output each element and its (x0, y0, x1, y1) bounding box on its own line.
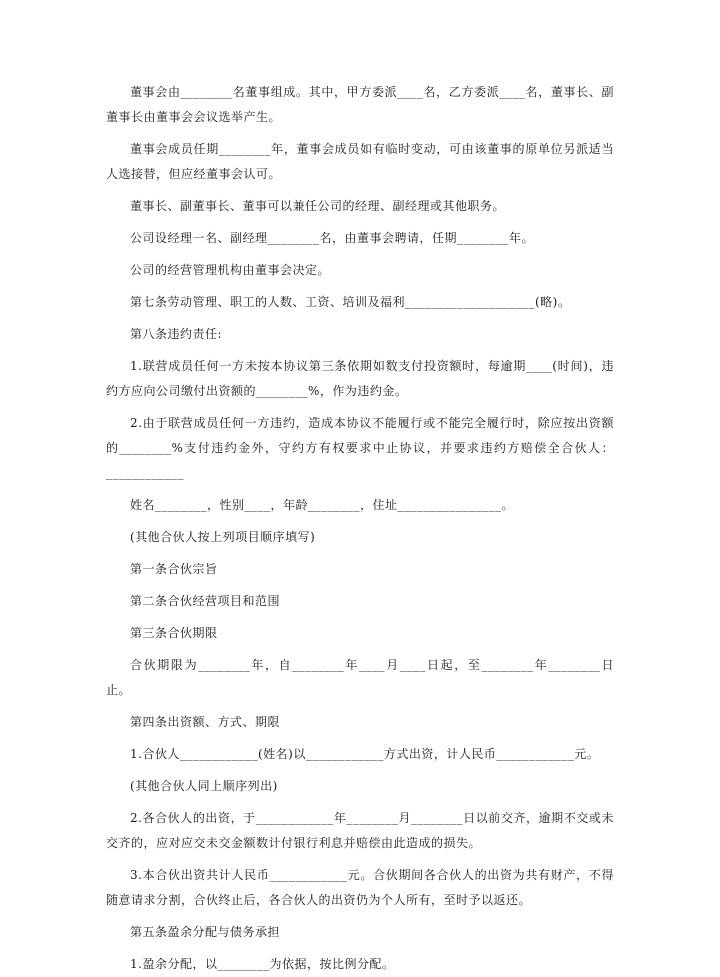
article-3-heading: 第三条合伙期限 (130, 626, 218, 640)
document-body (106, 80, 614, 977)
paragraph-contribution-1: 1.合伙人____________(姓名)以____________方式出资，计人民币____________元。 (130, 747, 600, 761)
paragraph-board-term: 董事会成员任期________年，董事会成员如有临时变动，可由该董事的原单位另派适当人选接替，但应经董事会认可。 (106, 142, 614, 181)
paragraph-contribution-note: (其他合伙人同上顺序列出) (130, 779, 278, 793)
paragraph-breach-2: 2.由于联营成员任何一方违约，造成本协议不能履行或不能完全履行时，除应按出资额的________%支付违约金外，守约方有权要求中止协议，并要求违约方赔偿全合伙人：____________ (106, 416, 614, 480)
paragraph-breach-1: 1.联营成员任何一方未按本协议第三条依期如数支付投资额时，每逾期____(时间)，违约方应向公司缴付出资额的________%，作为违约金。 (106, 359, 614, 398)
article-5-heading: 第五条盈余分配与债务承担 (130, 925, 281, 939)
paragraph-partnership-term: 合伙期限为________年，自________年____月____日起，至________年________日止。 (106, 658, 614, 697)
paragraph-contribution-2: 2.各合伙人的出资，于____________年________月________日以前交齐，逾期不交或未交齐的，应对应交未交金额数计付银行利息并赔偿由此造成的损失。 (106, 811, 614, 850)
article-8-heading: 第八条违约责任: (130, 327, 223, 341)
article-2-heading: 第二条合伙经营项目和范围 (130, 594, 281, 608)
article-7-heading: 第七条劳动管理、职工的人数、工资、培训及福利____________________(略)。 (130, 295, 571, 309)
paragraph-partner-info: 姓名________，性别____，年龄________，住址________________。 (130, 498, 515, 512)
paragraph-board-composition: 董事会由________名董事组成。其中，甲方委派____名，乙方委派____名，董事长、副董事长由董事会会议选举产生。 (106, 85, 614, 124)
paragraph-contribution-3: 3.本合伙出资共计人民币____________元。合伙期间各合伙人的出资为共有财产，不得随意请求分割，合伙终止后，各合伙人的出资仍为个人所有，至时予以返还。 (106, 868, 614, 907)
paragraph-profit-distribution: 1.盈余分配，以________为依据，按比例分配。 (130, 957, 395, 971)
paragraph-concurrent-posts: 董事长、副董事长、董事可以兼任公司的经理、副经理或其他职务。 (130, 199, 506, 213)
paragraph-management-structure: 公司的经营管理机构由董事会决定。 (130, 263, 331, 277)
paragraph-manager: 公司设经理一名、副经理________名，由董事会聘请，任期________年。 (130, 231, 535, 245)
article-1-heading: 第一条合伙宗旨 (130, 562, 218, 576)
paragraph-other-partners-note: (其他合伙人按上列项目顺序填写) (130, 530, 316, 544)
article-4-heading: 第四条出资额、方式、期限 (130, 715, 281, 729)
